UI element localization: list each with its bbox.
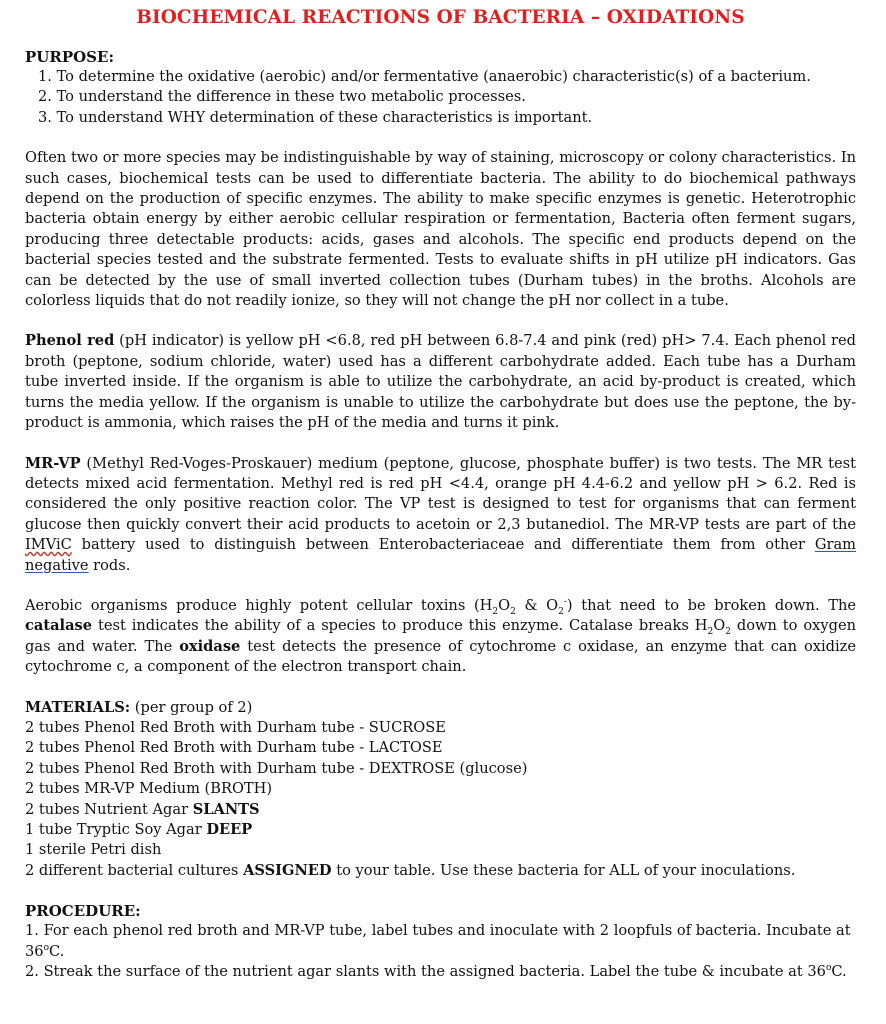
materials-section xyxy=(25,698,856,882)
procedure-step: 2. Streak the surface of the nutrient agar slants with the assigned bacteria. Label the tube & incubate at 36$^o$C. xyxy=(25,963,847,981)
phenol-red-term: Phenol red xyxy=(25,332,115,350)
imvic-term: IMViC xyxy=(25,536,72,554)
purpose-item: 3. To understand WHY determination of these characteristics is important. xyxy=(38,108,593,126)
aerobic-paragraph: Aerobic organisms produce highly potent cellular toxins ($H_2O_2$ & $O_2^-$) that need to be broken down. The catalase test indicates the ability of a species to produce this enzyme. Catalase breaks $H_2O_2$ down to oxygen gas and water. The oxidase test detects the presence of cytochrome c oxidase, an enzyme that can oxidize cytochrome c, a component of the electron transport chain. xyxy=(25,596,857,676)
material-item: 2 tubes Nutrient Agar SLANTS xyxy=(25,800,260,818)
material-item: 1 tube Tryptic Soy Agar DEEP xyxy=(25,821,253,838)
purpose-item: 1. To determine the oxidative (aerobic) and/or fermentative (anaerobic) characteristic(s) of a bacterium. xyxy=(38,68,811,85)
oxidase-term: oxidase xyxy=(179,637,241,655)
page-title: BIOCHEMICAL REACTIONS OF BACTERIA – OXIDATIONS xyxy=(136,7,745,28)
material-item: 2 tubes Phenol Red Broth with Durham tube - LACTOSE xyxy=(25,739,443,757)
purpose-item: 2. To understand the difference in these two metabolic processes. xyxy=(38,88,526,106)
mrvp-term: MR-VP xyxy=(25,454,81,472)
material-item: 2 tubes Phenol Red Broth with Durham tube - SUCROSE xyxy=(25,718,446,736)
purpose-list xyxy=(25,67,856,128)
catalase-term: catalase xyxy=(25,617,93,635)
material-item: 2 different bacterial cultures ASSIGNED to your table. Use these bacteria for ALL of your inoculations. xyxy=(25,861,796,879)
intro-paragraph: Often two or more species may be indistinguishable by way of staining, microscopy or colony characteristics. In such cases, biochemical tests can be used to differentiate bacteria. The ability to do biochemical pathways depend on the production of specific enzymes. The ability to make specific enzymes is genetic. Heterotrophic bacteria obtain energy by either aerobic cellular respiration or fermentation, Bacteria often ferment sugars, producing three detectable products: acids, gases and alcohols. The specific end products depend on the bacterial species tested and the substrate fermented. Tests to evaluate shifts in pH utilize pH indicators. Gas can be detected by the use of small inverted collection tubes (Durham tubes) in the broths. Alcohols are colorless liquids that do not readily ionize, so they will not change the pH nor collect in a tube. xyxy=(25,149,856,310)
purpose-section xyxy=(25,47,856,128)
material-item: 2 tubes Phenol Red Broth with Durham tube - DEXTROSE (glucose) xyxy=(25,759,528,777)
material-item: 2 tubes MR-VP Medium (BROTH) xyxy=(25,780,273,798)
mrvp-paragraph: MR-VP (Methyl Red-Voges-Proskauer) medium (peptone, glucose, phosphate buffer) is two tests. The MR test detects mixed acid fermentation. Methyl red is red pH <4.4, orange pH 4.4-6.2 and yellow pH > 6.2. Red is considered the only positive reaction color. The VP test is designed to test for organisms that can ferment glucose then quickly convert their acid products to acetoin or 2,3 butanediol. The MR-VP tests are part of the IMViC battery used to distinguish between Enterobacteriaceae and differentiate them from other Gram negative rods. xyxy=(25,454,856,574)
materials-heading: MATERIALS: (per group of 2) xyxy=(25,698,253,716)
procedure-step: 1. For each phenol red broth and MR-VP tube, label tubes and inoculate with 2 loopfuls of bacteria. Incubate at 36$^o$C. xyxy=(25,922,851,960)
material-item: 1 sterile Petri dish xyxy=(25,841,162,859)
purpose-heading: PURPOSE: xyxy=(25,48,114,66)
procedure-heading: PROCEDURE: xyxy=(25,902,141,921)
gram-negative-term: Gram negative xyxy=(25,536,856,574)
procedure-section xyxy=(25,901,856,982)
phenol-red-paragraph: Phenol red (pH indicator) is yellow pH <6.8, red pH between 6.8-7.4 and pink (red) pH> 7.4. Each phenol red broth (peptone, sodium chloride, water) used has a different carbohydrate added. Each tube has a Durham tube inverted inside. If the organism is able to utilize the carbohydrate, an acid by-product is created, which turns the media yellow. If the organism is unable to utilize the carbohydrate but does use the peptone, the by-product is ammonia, which raises the pH of the media and turns it pink. xyxy=(25,332,856,432)
